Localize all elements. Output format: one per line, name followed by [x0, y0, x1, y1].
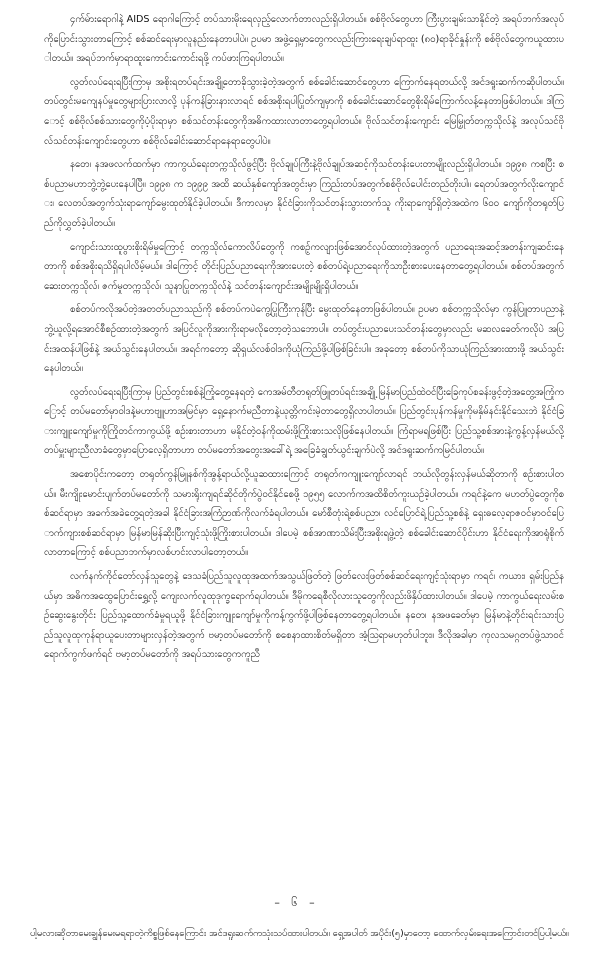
- article-body: [44, 10, 564, 669]
- paragraph: အစောပိုင်းကတော့ တရုတ်ကွန်မြူနစ်ကိုအွန့်ရာယ်လို့ယူဆထားကြောင့် တရုတ်ကကျူးကျော်လာရင် ဘယ်လိုတွန်းလှန်မယ်ဆိုတာကို စဉ်းစားပါတယ်။ မီးကျိုးမောင်းပျက်တပ်မတော်ကို သမားရိုးကျရင်ဆိုင်တိုက်ပွဲဝင်နိုင်စေဖို့ ၁၉၅၅ လောက်ကအထိစိတ်ကူးယဉ်ခဲ့ပါတယ်။ ကရင်နဲ့ကေ မဟတ်ပွဲတွေကိုစစ်ဆင်ရာမှာ အခက်အခဲတွေ့ရတဲ့အခါ နိုင်ငံခြားအကြံဉာဏ်ကိုလက်ခံရပါတယ်။ မော်စီတုံးရဲ့စစ်ပညာ၊ လင်ပြောင်ရဲ့ပြည်သူ့စစ်နဲ့ ရှေးဓလေ့ရာဇဝင်မှာဝင်ပြောက်ကျားစစ်ဆင်ရာမှာ မြန်မာမြန်ဆိုးပြီးကျင့်သုံးဖို့ကြိုးစားပါတယ်။ ဒါပေမဲ့ စစ်အာဏာသိမ်းပြီးအစိုးရဖွဲ့တဲ့ စစ်ခေါင်းဆောင်ပိုင်းဟာ နိုင်ငံရေးကိုအာရုံစိုက်လာတာကြောင့် စစ်ပညာဘက်မှာလစ်ဟင်းလာပါတော့တယ်။: [44, 469, 564, 559]
- paragraph: ၄က်မ်ားရောဂါနဲ့ AIDS ရောဂါကြောင့် တပ်သားမိုးရေလှည့်လောက်တာလည်းရှိပါတယ်။ စစ်ဗိုလ်တွေဟာ ကြီးပွားချမ်းသာနိုင်တဲ့ အရပ်ဘက်အလုပ်ကိုပြောင်းသွားတာကြောင့် စစ်ဆင်ရေးမှာလူနည်းနေတာပါပဲ။ ဥပမာ အဖွဲ့ရှေ့မှာတွေကလည်းကြားရေးချပ်ရာထူး (၈၀)ရာခိုင်နှုန်းကို စစ်ဗိုလ်တွေကယူထားပါတယ်။ အရပ်ဘက်မှာရာထူးကောင်းကောင်းရဖို့ ကပ်ဖားကြရပါတယ်။: [44, 14, 564, 65]
- paragraph: လွတ်လပ်ရေးရပြီးကြာမှ ပြည်တွင်းစစ်နဲ့ကြုံတွေ့နေရတဲ့ ကေအမ်တီတရုတ်ဖြူတပ်ရင်းအချို့ မြန်မာပြည်ထဲဝင်ပြီးခြေကုပ်စခန်းဖွင့်တဲ့အတွေ့အကြုံကြောင့် တပ်မတော်မှာဝါဒနဲ့မဟာဗျူဟာအမြင်မှာ ရှေ့နောက်မညီတာနဲ့ယုတ္တိကင်းမဲ့တာတွေရှိလာပါတယ်။ ပြည်တွင်းပုန်ကန်မှုကိုမနှိမ်နင်းနိုင်သေးဘဲ နိုင်ငံခြားကျူးကျော်မှုကိုကြိုတင်ကာကွယ်ဖို့ စဉ်းစားတာဟာ မနိုင်တဲ့ဝန်ကိုထမ်းဖို့ကြိုးစားသလိုဖြစ်နေပါတယ်။ ကြံရာမရဖြစ်ပြီး ပြည်သူ့စစ်အားနဲ့ကွန့်လှန်မယ်လို့ တပ်မှူးများညီလာခံတွေမှာပြောလေ့ရှိတာဟာ တပ်မတော်အတွေးအခေါ်ရဲ့ အခြေခံချွတ်ယွင်းချက်ပဲလို့ အင်ဒရူးဆက်ကမြင်ပါတယ်။: [44, 386, 564, 457]
- paragraph: နတေ၊ နအဖလက်ထက်မှာ ကာကွယ်ရေးတက္ကသိုလ်ဖွင့်ပြီး ဗိုလ်ချုပ်ကြီးနဲ့ဗိုလ်ချုပ်အဆင့်ကိုသင်တန်းပေးတာမျိုးလည်းရှိပါတယ်။ ၁၉၉၈ ကစပြီး စစ်ပညာမဟာဘွဲ့ဘွဲ့ပေးနေပါပြီ။ ၁၉၉၈ က ၁၉၉၉ အထိ ဆယ်နှစ်ကျော်အတွင်းမှာ ကြည်းတပ်အတွက်စစ်ဗိုလ်ပေါင်းတည်တိုးပါ။ ရေတပ်အတွက်လိုးကျောင်း၊ လေတပ်အတွက်သုံးရာကျော်မွေးထုတ်နိုင်ခဲ့ပါတယ်။ ဒီကာလမှာ နိုင်ငံခြားကိုသင်တန်းသွားတက်သူ ကိုးရာကျော်ရှိတဲ့အထဲက ၆၀၀ ကျော်ကိုတရုတ်ပြည်ကိုလွှတ်ခဲ့ပါတယ်။: [44, 159, 564, 229]
- continuation-text: ပါ့မလားဆိုတာမေးချွန်မေးမရရာတဲ့ကိစ္စဖြစ်နေကြောင်း အင်ဒရူးဆက်ကသုံးသပ်ထားပါတယ်။ ရှေ့အပါတ် အပိုင်း(၅)မှာတော့ ထောက်လှမ်းရေးအကြောင်းတင်ပြပါ့မယ်။: [30, 928, 569, 939]
- paragraph: လွတ်လပ်ရေးရပြီးကြာမှ အစိုးရတပ်ရင်းအချို့တောခိုသွားခဲ့တဲ့အတွက် စစ်ခေါင်းဆောင်တွေဟာ ကြောက်နေရတယ်လို့ အင်ဒရူးဆက်ကဆိုပါတယ်။ တပ်တွင်းမကျေနပ်မှုတွေများပြားလာလို့ ပုန်ကန်ခြားနားလာရင် စစ်အစိုးရပါပြုတ်ကျမှာကို စစ်ခေါင်းဆောင်တွေစိုးရိမ်ကြောက်လန့်နေတာဖြစ်ပါတယ်။ ဒါကြောင့် စစ်ဗိုလ်စစ်သားတွေကိုပံ့ပိုးရာမှာ စစ်သင်တန်းတွေကိုအဓိကထားလာတာတွေ့ရပါတယ်။ ဗိုလ်သင်တန်းကျောင်း မြေမြှုတ်တက္ကသိုလ်နဲ့ အလုပ်သင်ဗိုလ်သင်တန်းကျောင်းတွေဟာ စစ်ဗိုလ်ခေါင်းဆောင်ရာနေရာတွေပါပဲ။: [44, 76, 564, 147]
- paragraph: လက်နက်ကိုင်တော်လှန်သူတွေနဲ့ ဒေသခံပြည်သူလူထုအထက်အသွယ်ဖြတ်တဲ့ ဖြတ်လေးဖြတ်စစ်ဆင်ရေးကျင့်သုံးရာမှာ ကရင်၊ ကယား၊ ရှမ်းပြည်နယ်မှာ အဓိကအထွေပြောင်းရွှေ့လို့ ကျေးလက်လူထုဒုက္ခရောက်ရပါတယ်။ ဒီမိုကရေစီလိုလားသူတွေကိုလည်းဖိနှိပ်ထားပါတယ်။ ဒါပေမဲ့ ကာကွယ်ရေးလမ်းစဉ်ဆွေးနွေးတိုင်း ပြည်သူ့ထောက်ခံမှုရယူဖို့ နိုင်ငံခြားကျူးကျော်မှုကိုကန့်ကွက်ဖို့ပါဖြစ်နေတာတွေ့ရပါတယ်။ နတေ၊ နအဖခေတ်မှာ မြန်မာနဲ့တိုင်းရင်းသားပြည်သူလူထုကုန်ရာယူပေးတာများလှန်တဲ့အတွက် ဗမာ့တပ်မတော်ကို စစေနာထားစိတ်မရှိတာ အံ့သြရာမဟုတ်ပါဘူး။ ဒီလိုအခါမှာ ကုလသမဂ္ဂတပ်ဖွဲ့သာဝင်ရောက်ကွက်ဖက်ရင် ဗမာ့တပ်မတော်ကို အရပ်သားတွေကကူညီ: [44, 571, 564, 661]
- page-number: – ၆ –: [274, 896, 319, 909]
- paragraph: ကျောင်းသားထူပွားစိုးရိမ်မှုကြောင့် တက္ကသိုလ်ကောလိပ်တွေကို ကစဉ့်ကလျားဖြစ်အောင်လုပ်ထားတဲ့အတွက် ပညာရေးအဆင့်အတန်းကျဆင်းနေတာကို စစ်အစိုးရသိရှိရပါလိမ့်မယ်။ ဒါကြောင့် တိုင်းပြည်ပညာရေးကိုအားပေးတဲ့ စစ်တပ်ရဲ့ပညာရေးကိုသာဦးစားပေးနေတာတွေ့ရပါတယ်။ စစ်တပ်အတွက် ဆေးတက္ကသိုလ်၊ ဇက်မှုတက္ကသိုလ်၊ သူနာပြုတက္ကသိုလ်နဲ့ သင်တန်းကျောင်းအမျိုးမျိုးရှိပါတယ်။: [44, 241, 564, 292]
- paragraph: စစ်တပ်ကလိုအပ်တဲ့အတတ်ပညာသည်ကို စစ်တပ်ကပဲကွေ့ပြုကြီးကုန်ပြီး မွေးထုတ်နေတာဖြစ်ပါတယ်။ ဥပမာ စစ်တက္ကသိုလ်မှာ ကွန်ပြူတာပညာနဲ့ဘွဲ့ယူလို့ရအောင်စီစဉ်ထားတဲ့အတွက် အပြင်လူကိုအားကိုးရာမလိုတော့တဲ့သဘောပါ။ တပ်တွင်းပညာပေးသင်တန်းတွေမှာလည်း မဆလခေတ်ကလိုပဲ အပြင်းအထန်ပါဖြစ်နဲ့ အယ်သွင်းနေပါတယ်။ အရင်ကတော့ ဆိုရှယ်လစ်ဝါဒကိုယုံကြည်ဖို့ပါဖြစ်ခြင်းပါ။ အခုတော့ စစ်တပ်ကိုသာယုံကြည်အားထားဖို့ အယ်သွင်းနေပါတယ်။: [44, 304, 564, 375]
